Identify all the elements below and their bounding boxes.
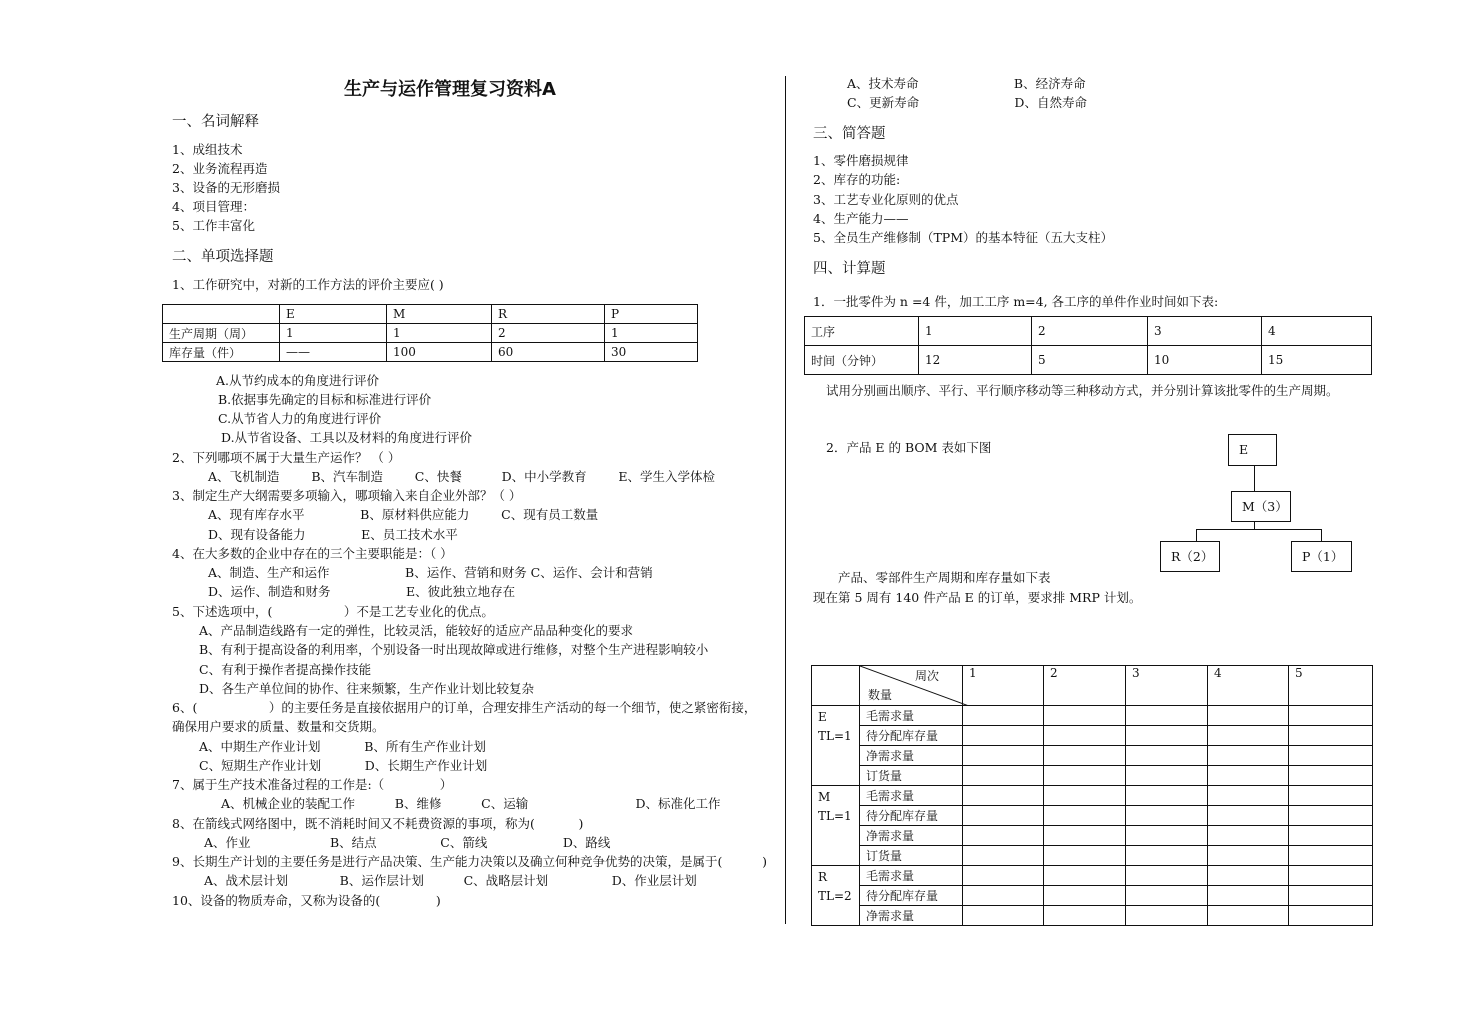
q6-stem-cont: 确保用户要求的质量、数量和交货期。 [172, 719, 385, 734]
q1-stem: 1、工作研究中，对新的工作方法的评价主要应( ) [172, 277, 444, 292]
short-answer-item: 3、工艺专业化原则的优点 [813, 192, 959, 207]
mrp-cell [1126, 806, 1208, 826]
bom-node-e: E [1228, 434, 1277, 466]
table-row [812, 866, 1373, 886]
mrp-diagonal-header [860, 666, 963, 706]
mrp-cell [1208, 766, 1289, 786]
row-label: 毛需求量 [860, 786, 963, 806]
term-item: 2、业务流程再造 [172, 161, 268, 176]
mrp-cell [1126, 706, 1208, 726]
mrp-cell [963, 746, 1044, 766]
mrp-cell [1044, 706, 1126, 726]
table-row [805, 317, 1372, 346]
mrp-cell [1289, 866, 1373, 886]
header-week-label: 周次 [915, 669, 940, 683]
q4-options-2: D、运作、制造和财务 E、彼此独立地存在 [208, 584, 516, 599]
q1-option-a: A.从节约成本的角度进行评价 [216, 373, 380, 388]
q7-options: A、机械企业的装配工作 B、维修 C、运输 D、标准化工作 [221, 796, 721, 811]
table-cell: 10 [1148, 346, 1262, 375]
item-tl: TL=2 [818, 889, 852, 903]
mrp-cell [1208, 726, 1289, 746]
mrp-item-r [812, 866, 860, 926]
bom-node-p: P（1） [1291, 541, 1352, 572]
table-cell: 100 [387, 343, 492, 362]
table-cell: 2 [1032, 317, 1148, 346]
q6-options-1: A、中期生产作业计划 B、所有生产作业计划 [199, 739, 486, 754]
bom-connector [1321, 529, 1322, 541]
section4-heading: 四、计算题 [813, 261, 886, 277]
table-row [812, 846, 1373, 866]
table-cell: 1 [387, 324, 492, 343]
mrp-cell [963, 886, 1044, 906]
mrp-corner [812, 666, 860, 706]
term-item: 3、设备的无形磨损 [172, 180, 280, 195]
table-cell: 3 [1148, 317, 1262, 346]
table-cell: 工序 [805, 317, 919, 346]
table-row [812, 806, 1373, 826]
table-row [163, 343, 698, 362]
mrp-cell [1126, 726, 1208, 746]
q8-options: A、作业 B、结点 C、箭线 D、路线 [204, 835, 611, 850]
mrp-cell [1289, 906, 1373, 926]
mrp-cell [1126, 906, 1208, 926]
q5-option-c: C、有利于操作者提高操作技能 [199, 662, 372, 677]
table-cell: 5 [1032, 346, 1148, 375]
mrp-cell [1289, 766, 1373, 786]
q3-options-1: A、现有库存水平 B、原材料供应能力 C、现有员工数量 [208, 507, 599, 522]
section1-heading: 一、名词解释 [172, 114, 259, 130]
table-cell: P [605, 305, 698, 324]
table-cell: M [387, 305, 492, 324]
q10-options-2: C、更新寿命 D、自然寿命 [847, 95, 1087, 110]
row-label: 订货量 [860, 846, 963, 866]
q4-stem: 4、在大多数的企业中存在的三个主要职能是：（ ） [172, 546, 453, 561]
row-label: 毛需求量 [860, 706, 963, 726]
table-row [812, 726, 1373, 746]
row-label: 净需求量 [860, 906, 963, 926]
mrp-cell [1126, 846, 1208, 866]
mrp-cell [1289, 846, 1373, 866]
q7-stem: 7、属于生产技术准备过程的工作是:（ ） [172, 777, 453, 792]
mrp-cell [1044, 766, 1126, 786]
week-header: 2 [1044, 666, 1126, 706]
calc-q2-note1: 产品、零部件生产周期和库存量如下表 [838, 570, 1051, 585]
mrp-cell [1126, 746, 1208, 766]
mrp-cell [963, 786, 1044, 806]
q2-stem: 2、下列哪项不属于大量生产运作？ （ ） [172, 450, 401, 465]
q6-stem: 6、( ）的主要任务是直接依据用户的订单，合理安排生产活动的每一个细节，使之紧密衔接， [172, 700, 757, 715]
q4-options-1: A、制造、生产和运作 B、运作、营销和财务 C、运作、会计和营销 [208, 565, 653, 580]
mrp-cell [1044, 826, 1126, 846]
mrp-cell [1289, 786, 1373, 806]
mrp-cell [963, 906, 1044, 926]
mrp-cell [963, 826, 1044, 846]
q5-option-d: D、各生产单位间的协作、往来频繁，生产作业计划比较复杂 [199, 681, 535, 696]
term-item: 4、项目管理： [172, 199, 255, 214]
row-label: 待分配库存量 [860, 886, 963, 906]
column-divider [785, 76, 786, 924]
item-tl: TL=1 [818, 809, 852, 823]
table-cell: 2 [492, 324, 605, 343]
item-name: R [818, 870, 828, 884]
row-label: 订货量 [860, 766, 963, 786]
mrp-cell [1208, 906, 1289, 926]
mrp-cell [963, 866, 1044, 886]
q10-stem: 10、设备的物质寿命，又称为设备的( ) [172, 893, 441, 908]
q9-options: A、战术层计划 B、运作层计划 C、战略层计划 D、作业层计划 [204, 873, 697, 888]
mrp-cell [1208, 846, 1289, 866]
mrp-cell [1044, 786, 1126, 806]
row-label: 待分配库存量 [860, 726, 963, 746]
table-cell: 15 [1262, 346, 1372, 375]
q1-table [162, 304, 698, 362]
bom-node-r: R（2） [1160, 541, 1220, 572]
mrp-cell [1126, 826, 1208, 846]
table-cell: R [492, 305, 605, 324]
mrp-cell [1289, 806, 1373, 826]
mrp-item-m [812, 786, 860, 866]
q5-option-a: A、产品制造线路有一定的弹性，比较灵活，能较好的适应产品品种变化的要求 [199, 623, 634, 638]
term-item: 1、成组技术 [172, 142, 243, 157]
week-header: 5 [1289, 666, 1373, 706]
row-label: 净需求量 [860, 826, 963, 846]
q1-option-d: D.从节省设备、工具以及材料的角度进行评价 [221, 430, 473, 445]
mrp-cell [1126, 886, 1208, 906]
q10-options-1: A、技术寿命 B、经济寿命 [847, 76, 1086, 91]
mrp-cell [1289, 746, 1373, 766]
mrp-cell [1126, 786, 1208, 806]
mrp-cell [1289, 886, 1373, 906]
table-cell: 时间（分钟） [805, 346, 919, 375]
table-row [812, 706, 1373, 726]
mrp-cell [963, 846, 1044, 866]
table-cell: 生产周期（周） [163, 324, 280, 343]
row-label: 待分配库存量 [860, 806, 963, 826]
q1-option-b: B.依据事先确定的目标和标准进行评价 [218, 392, 432, 407]
term-item: 5、工作丰富化 [172, 218, 255, 233]
table-row [812, 766, 1373, 786]
table-cell: E [280, 305, 387, 324]
table-cell: 60 [492, 343, 605, 362]
table-row [805, 346, 1372, 375]
operation-time-table [804, 316, 1372, 375]
mrp-cell [1044, 746, 1126, 766]
week-header: 1 [963, 666, 1044, 706]
short-answer-item: 5、全员生产维修制（TPM）的基本特征（五大支柱） [813, 230, 1114, 245]
table-row [812, 886, 1373, 906]
q1-option-c: C.从节省人力的角度进行评价 [218, 411, 382, 426]
mrp-cell [963, 766, 1044, 786]
table-row [812, 906, 1373, 926]
table-cell: 30 [605, 343, 698, 362]
short-answer-item: 4、生产能力—— [813, 211, 909, 226]
mrp-cell [963, 726, 1044, 746]
row-label: 净需求量 [860, 746, 963, 766]
table-row [812, 786, 1373, 806]
table-row [163, 324, 698, 343]
table-row [812, 826, 1373, 846]
q5-option-b: B、有利于提高设备的利用率，个别设备一时出现故障或进行维修，对整个生产进程影响较小 [199, 642, 709, 657]
mrp-cell [1044, 806, 1126, 826]
mrp-cell [1044, 886, 1126, 906]
page-title: 生产与运作管理复习资料A [344, 79, 556, 100]
mrp-cell [1126, 866, 1208, 886]
row-label: 毛需求量 [860, 866, 963, 886]
table-cell: 12 [919, 346, 1032, 375]
mrp-cell [1289, 826, 1373, 846]
mrp-cell [1208, 786, 1289, 806]
table-cell: 1 [605, 324, 698, 343]
week-header: 3 [1126, 666, 1208, 706]
calc-q1-note: 试用分别画出顺序、平行、平行顺序移动等三种移动方式，并分别计算该批零件的生产周期。 [826, 383, 1339, 398]
mrp-cell [1208, 706, 1289, 726]
mrp-cell [1044, 726, 1126, 746]
mrp-cell [963, 806, 1044, 826]
mrp-cell [1044, 906, 1126, 926]
item-name: E [818, 710, 827, 724]
mrp-cell [1044, 866, 1126, 886]
table-cell: 1 [919, 317, 1032, 346]
table-cell: 库存量（件） [163, 343, 280, 362]
mrp-table [811, 665, 1373, 926]
short-answer-item: 2、库存的功能: [813, 172, 901, 187]
mrp-cell [1208, 866, 1289, 886]
q2-options: A、飞机制造 B、汽车制造 C、快餐 D、中小学教育 E、学生入学体检 [208, 469, 716, 484]
mrp-cell [1208, 746, 1289, 766]
q6-options-2: C、短期生产作业计划 D、长期生产作业计划 [199, 758, 488, 773]
section2-heading: 二、单项选择题 [172, 249, 274, 265]
q3-stem: 3、制定生产大纲需要多项输入，哪项输入来自企业外部？（ ） [172, 488, 522, 503]
item-name: M [818, 790, 831, 804]
table-cell [163, 305, 280, 324]
mrp-cell [1044, 846, 1126, 866]
mrp-cell [1208, 886, 1289, 906]
q3-options-2: D、现有设备能力 E、员工技术水平 [208, 527, 458, 542]
short-answer-item: 1、零件磨损规律 [813, 153, 909, 168]
bom-connector [1254, 466, 1255, 491]
calc-q1-stem: 1．一批零件为 n =4 件，加工工序 m=4, 各工序的单件作业时间如下表: [813, 294, 1219, 309]
mrp-cell [1126, 766, 1208, 786]
table-cell: 1 [280, 324, 387, 343]
header-qty-label: 数量 [868, 688, 893, 702]
calc-q2-note2: 现在第 5 周有 140 件产品 E 的订单，要求排 MRP 计划。 [813, 590, 1142, 605]
mrp-cell [963, 706, 1044, 726]
bom-connector [1196, 529, 1197, 541]
q5-stem: 5、下述选项中，( ）不是工艺专业化的优点。 [172, 604, 494, 619]
mrp-cell [1208, 826, 1289, 846]
table-cell: —— [280, 343, 387, 362]
mrp-cell [1289, 706, 1373, 726]
item-tl: TL=1 [818, 729, 852, 743]
bom-node-m: M（3） [1231, 491, 1291, 522]
calc-q2-stem: 2．产品 E 的 BOM 表如下图 [826, 440, 992, 455]
table-row [812, 746, 1373, 766]
bom-connector [1196, 529, 1321, 530]
mrp-cell [1289, 726, 1373, 746]
table-cell: 4 [1262, 317, 1372, 346]
q9-stem: 9、长期生产计划的主要任务是进行产品决策、生产能力决策以及确立何种竞争优势的决策，是属于( ) [172, 854, 767, 869]
week-header: 4 [1208, 666, 1289, 706]
mrp-cell [1208, 806, 1289, 826]
mrp-item-e [812, 706, 860, 786]
section3-heading: 三、简答题 [813, 126, 886, 142]
q8-stem: 8、在箭线式网络图中，既不消耗时间又不耗费资源的事项，称为( ) [172, 816, 584, 831]
